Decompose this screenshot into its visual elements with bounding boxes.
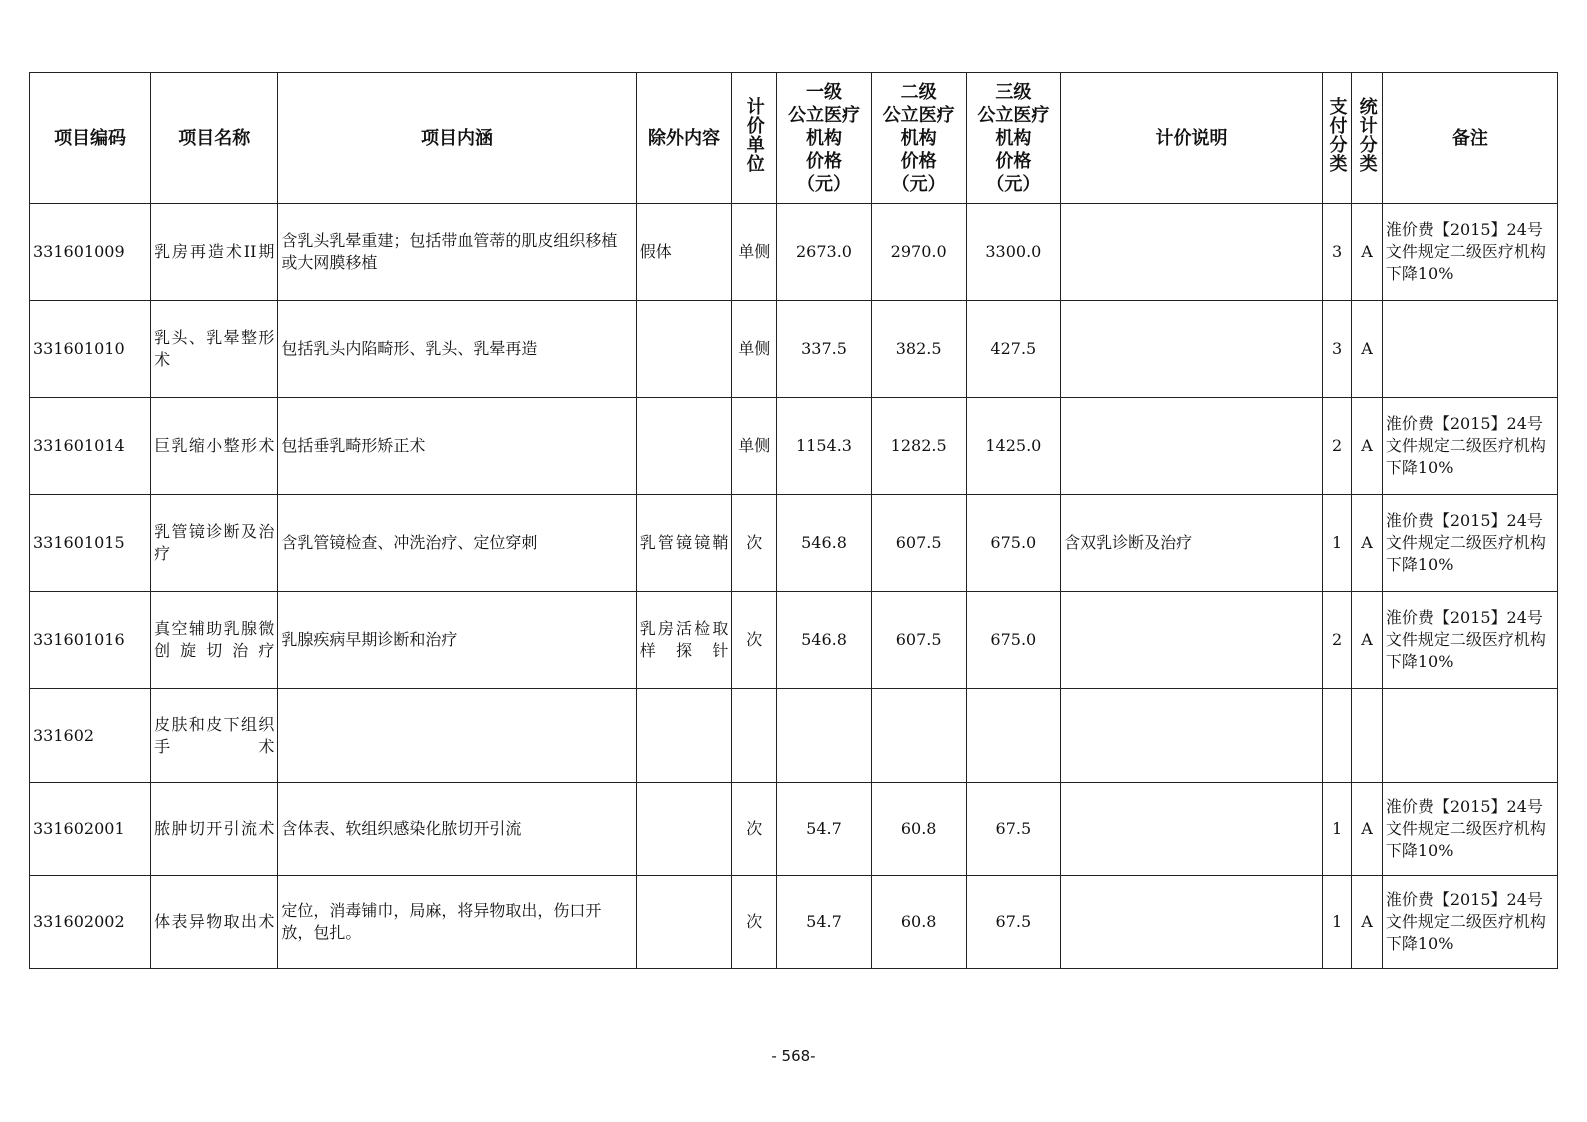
- cell-price1: 1154.3: [777, 398, 872, 495]
- cell-remark: [1382, 301, 1557, 398]
- cell-pay: 2: [1322, 592, 1352, 689]
- cell-price2: 607.5: [871, 495, 966, 592]
- table-row: [30, 876, 1558, 969]
- cell-price2: 60.8: [871, 783, 966, 876]
- cell-code: 331602: [30, 689, 151, 783]
- cell-unit: 次: [732, 783, 777, 876]
- header-name: 项目名称: [151, 73, 278, 204]
- cell-name: 乳管镜诊断及治疗: [151, 495, 278, 592]
- cell-pay: [1322, 689, 1352, 783]
- cell-pay: 1: [1322, 495, 1352, 592]
- table-row: [30, 204, 1558, 301]
- cell-desc: 含双乳诊断及治疗: [1061, 495, 1323, 592]
- cell-price3: 67.5: [966, 783, 1061, 876]
- cell-price2: 60.8: [871, 876, 966, 969]
- cell-stat: A: [1352, 204, 1383, 301]
- cell-desc: [1061, 204, 1323, 301]
- cell-remark: 淮价费【2015】24号文件规定二级医疗机构下降10%: [1382, 876, 1557, 969]
- cell-price3: 675.0: [966, 495, 1061, 592]
- cell-exclusion: [636, 689, 732, 783]
- cell-name: 真空辅助乳腺微创旋切治疗: [151, 592, 278, 689]
- cell-desc: [1061, 592, 1323, 689]
- cell-pay: 3: [1322, 301, 1352, 398]
- cell-exclusion: 乳管镜镜鞘: [636, 495, 732, 592]
- cell-unit: 单侧: [732, 204, 777, 301]
- cell-code: 331601009: [30, 204, 151, 301]
- cell-price1: 54.7: [777, 876, 872, 969]
- header-price3: 三级 公立医疗 机构 价格 （元）: [966, 73, 1061, 204]
- cell-exclusion: [636, 398, 732, 495]
- cell-price1: 546.8: [777, 495, 872, 592]
- cell-pay: 1: [1322, 876, 1352, 969]
- cell-unit: 次: [732, 592, 777, 689]
- cell-price1: 54.7: [777, 783, 872, 876]
- cell-remark: [1382, 689, 1557, 783]
- cell-code: 331602001: [30, 783, 151, 876]
- cell-desc: [1061, 876, 1323, 969]
- cell-price3: 67.5: [966, 876, 1061, 969]
- cell-unit: 次: [732, 495, 777, 592]
- cell-price3: 675.0: [966, 592, 1061, 689]
- header-price2: 二级 公立医疗 机构 价格 （元）: [871, 73, 966, 204]
- cell-price1: 337.5: [777, 301, 872, 398]
- cell-content: [278, 689, 636, 783]
- cell-code: 331602002: [30, 876, 151, 969]
- cell-unit: 单侧: [732, 301, 777, 398]
- table-row: [30, 495, 1558, 592]
- cell-remark: 淮价费【2015】24号文件规定二级医疗机构下降10%: [1382, 783, 1557, 876]
- header-remark: 备注: [1382, 73, 1557, 204]
- cell-pay: 2: [1322, 398, 1352, 495]
- table-row: [30, 689, 1558, 783]
- page-number: - 568-: [771, 1047, 816, 1065]
- cell-remark: 淮价费【2015】24号文件规定二级医疗机构下降10%: [1382, 592, 1557, 689]
- cell-price2: 2970.0: [871, 204, 966, 301]
- cell-name: 体表异物取出术: [151, 876, 278, 969]
- header-unit: 计价单位: [732, 73, 777, 204]
- table-row: [30, 301, 1558, 398]
- cell-code: 331601010: [30, 301, 151, 398]
- cell-content: 包括垂乳畸形矫正术: [278, 398, 636, 495]
- cell-stat: A: [1352, 495, 1383, 592]
- cell-price2: [871, 689, 966, 783]
- cell-desc: [1061, 783, 1323, 876]
- cell-content: 乳腺疾病早期诊断和治疗: [278, 592, 636, 689]
- cell-unit: 次: [732, 876, 777, 969]
- header-content: 项目内涵: [278, 73, 636, 204]
- header-price1: 一级 公立医疗 机构 价格 （元）: [777, 73, 872, 204]
- cell-unit: 单侧: [732, 398, 777, 495]
- cell-exclusion: [636, 783, 732, 876]
- cell-exclusion: [636, 876, 732, 969]
- header-pay: 支付分类: [1322, 73, 1352, 204]
- cell-price3: 3300.0: [966, 204, 1061, 301]
- cell-price3: [966, 689, 1061, 783]
- cell-stat: [1352, 689, 1383, 783]
- cell-remark: 淮价费【2015】24号文件规定二级医疗机构下降10%: [1382, 495, 1557, 592]
- header-desc: 计价说明: [1061, 73, 1323, 204]
- cell-price1: 2673.0: [777, 204, 872, 301]
- cell-content: 包括乳头内陷畸形、乳头、乳晕再造: [278, 301, 636, 398]
- cell-name: 脓肿切开引流术: [151, 783, 278, 876]
- cell-remark: 淮价费【2015】24号文件规定二级医疗机构下降10%: [1382, 204, 1557, 301]
- header-stat: 统计分类: [1352, 73, 1383, 204]
- cell-name: 乳房再造术II期: [151, 204, 278, 301]
- cell-price3: 1425.0: [966, 398, 1061, 495]
- cell-price2: 382.5: [871, 301, 966, 398]
- cell-desc: [1061, 398, 1323, 495]
- cell-exclusion: 乳房活检取样探针: [636, 592, 732, 689]
- cell-exclusion: [636, 301, 732, 398]
- cell-desc: [1061, 689, 1323, 783]
- cell-stat: A: [1352, 398, 1383, 495]
- cell-content: 定位，消毒铺巾，局麻，将异物取出，伤口开放，包扎。: [278, 876, 636, 969]
- cell-content: 含乳头乳晕重建；包括带血管蒂的肌皮组织移植或大网膜移植: [278, 204, 636, 301]
- cell-exclusion: 假体: [636, 204, 732, 301]
- cell-code: 331601015: [30, 495, 151, 592]
- cell-price1: 546.8: [777, 592, 872, 689]
- cell-content: 含体表、软组织感染化脓切开引流: [278, 783, 636, 876]
- cell-stat: A: [1352, 876, 1383, 969]
- header-exclusion: 除外内容: [636, 73, 732, 204]
- cell-remark: 淮价费【2015】24号文件规定二级医疗机构下降10%: [1382, 398, 1557, 495]
- cell-code: 331601014: [30, 398, 151, 495]
- price-table: [29, 72, 1558, 969]
- cell-stat: A: [1352, 301, 1383, 398]
- cell-price2: 1282.5: [871, 398, 966, 495]
- cell-name: 乳头、乳晕整形术: [151, 301, 278, 398]
- table-row: [30, 592, 1558, 689]
- table-row: [30, 783, 1558, 876]
- cell-price2: 607.5: [871, 592, 966, 689]
- cell-unit: [732, 689, 777, 783]
- cell-stat: A: [1352, 592, 1383, 689]
- cell-price3: 427.5: [966, 301, 1061, 398]
- table-row: [30, 398, 1558, 495]
- cell-stat: A: [1352, 783, 1383, 876]
- cell-price1: [777, 689, 872, 783]
- cell-name: 巨乳缩小整形术: [151, 398, 278, 495]
- cell-pay: 3: [1322, 204, 1352, 301]
- header-code: 项目编码: [30, 73, 151, 204]
- cell-desc: [1061, 301, 1323, 398]
- cell-code: 331601016: [30, 592, 151, 689]
- table-header-row: [30, 73, 1558, 204]
- cell-content: 含乳管镜检查、冲洗治疗、定位穿刺: [278, 495, 636, 592]
- cell-pay: 1: [1322, 783, 1352, 876]
- price-table-container: [29, 72, 1558, 969]
- cell-name: 皮肤和皮下组织手术: [151, 689, 278, 783]
